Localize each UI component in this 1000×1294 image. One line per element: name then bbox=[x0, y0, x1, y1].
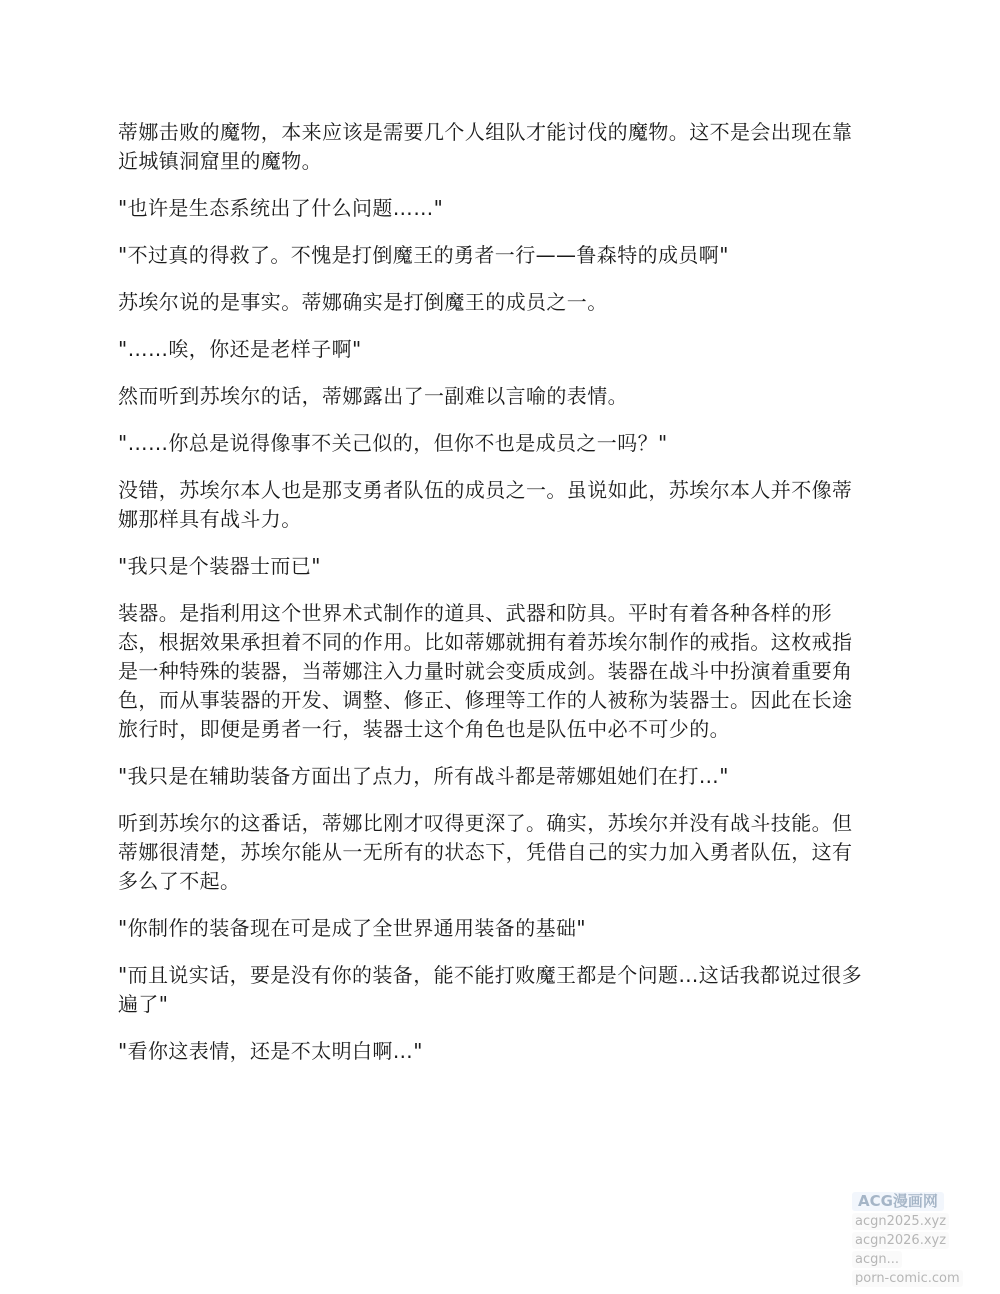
paragraph: "也许是生态系统出了什么问题……" bbox=[118, 196, 444, 220]
paragraph: "我只是在辅助装备方面出了点力，所有战斗都是蒂娜姐她们在打…" bbox=[118, 764, 729, 788]
paragraph: 然而听到苏埃尔的话，蒂娜露出了一副难以言喻的表情。 bbox=[118, 384, 628, 408]
paragraph: "……你总是说得像事不关己似的，但你不也是成员之一吗？" bbox=[118, 431, 668, 455]
watermark-logo: ACG漫画网 bbox=[852, 1192, 944, 1211]
watermark-url: acgn... bbox=[852, 1251, 902, 1268]
paragraph: "看你这表情，还是不太明白啊…" bbox=[118, 1039, 423, 1063]
paragraph: 装器。是指利用这个世界术式制作的道具、武器和防具。平时有着各种各样的形态，根据效果承担着不同的作用。比如蒂娜就拥有着苏埃尔制作的戒指。这枚戒指是一种特殊的装器，当蒂娜注入力量时就会变质成剑。装器在战斗中扮演着重要角色，而从事装器的开发、调整、修正、修理等工作的人被称为装器士。因此在长途旅行时，即便是勇者一行，装器士这个角色也是队伍中必不可少的。 bbox=[118, 601, 853, 741]
paragraph: "不过真的得救了。不愧是打倒魔王的勇者一行——鲁森特的成员啊" bbox=[118, 243, 729, 267]
watermark bbox=[852, 1192, 982, 1288]
paragraph: "而且说实话，要是没有你的装备，能不能打败魔王都是个问题…这话我都说过很多遍了" bbox=[118, 963, 862, 1016]
paragraph: 没错，苏埃尔本人也是那支勇者队伍的成员之一。虽说如此，苏埃尔本人并不像蒂娜那样具有战斗力。 bbox=[118, 478, 853, 531]
paragraph: 蒂娜击败的魔物，本来应该是需要几个人组队才能讨伐的魔物。这不是会出现在靠近城镇洞窟里的魔物。 bbox=[118, 120, 853, 173]
watermark-url: acgn2026.xyz bbox=[852, 1232, 949, 1249]
watermark-url: porn-comic.com bbox=[852, 1270, 963, 1287]
paragraph: 苏埃尔说的是事实。蒂娜确实是打倒魔王的成员之一。 bbox=[118, 290, 608, 314]
story-text bbox=[118, 118, 868, 1084]
watermark-url: acgn2025.xyz bbox=[852, 1213, 949, 1230]
paragraph: 听到苏埃尔的这番话，蒂娜比刚才叹得更深了。确实，苏埃尔并没有战斗技能。但蒂娜很清楚，苏埃尔能从一无所有的状态下，凭借自己的实力加入勇者队伍，这有多么了不起。 bbox=[118, 811, 853, 893]
paragraph: "我只是个装器士而已" bbox=[118, 554, 321, 578]
paragraph: "……唉，你还是老样子啊" bbox=[118, 337, 362, 361]
paragraph: "你制作的装备现在可是成了全世界通用装备的基础" bbox=[118, 916, 586, 940]
